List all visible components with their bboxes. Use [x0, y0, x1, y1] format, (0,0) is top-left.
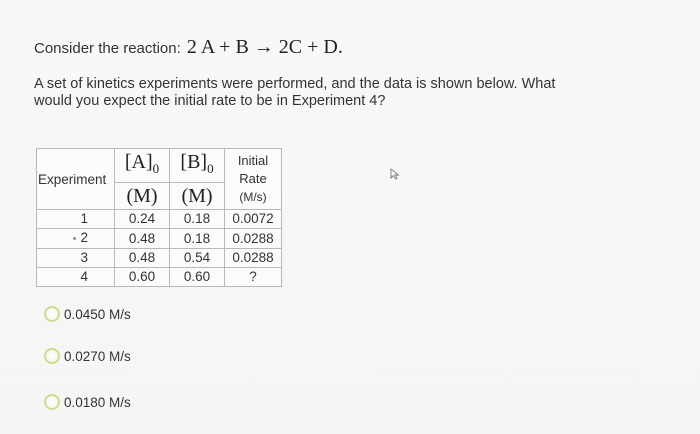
- cell-a: 0.60: [115, 268, 170, 287]
- kinetics-data-table: [36, 148, 282, 287]
- cell-a: 0.48: [115, 229, 170, 249]
- bullet-dot-icon: •: [72, 233, 77, 245]
- cell-exp: 3: [37, 249, 115, 268]
- choice-label: 0.0180 M/s: [64, 394, 131, 410]
- header-b-subscript: 0: [207, 161, 214, 176]
- reaction-equation: 2 A + B → 2C + D.: [186, 36, 343, 58]
- reaction-line: [34, 36, 343, 59]
- table-row: [37, 268, 282, 287]
- choice-label: 0.0450 M/s: [64, 306, 131, 322]
- table-header-row: [37, 149, 282, 183]
- header-a-concentration: [115, 149, 170, 183]
- cell-rate: 0.0072: [225, 210, 282, 229]
- reaction-intro: Consider the reaction:: [34, 40, 181, 57]
- cell-rate: ?: [225, 268, 282, 287]
- cell-b: 0.54: [170, 249, 225, 268]
- table-row: [37, 229, 282, 249]
- cell-b: 0.18: [170, 210, 225, 229]
- choice-option-1[interactable]: [44, 306, 131, 322]
- header-a-subscript: 0: [152, 161, 160, 176]
- cell-exp: 1: [37, 210, 115, 229]
- table-row: [37, 249, 282, 268]
- cell-b: 0.18: [170, 229, 225, 249]
- mouse-cursor-icon: [390, 168, 400, 180]
- header-experiment: Experiment: [37, 149, 115, 210]
- header-b-concentration: [170, 149, 225, 183]
- choice-option-3[interactable]: [44, 394, 131, 410]
- header-rate-line2: Rate: [239, 171, 267, 186]
- header-a-unit: (M): [115, 183, 170, 210]
- cell-exp-value: 2: [80, 230, 88, 245]
- table-row: [37, 210, 282, 229]
- header-rate-line1: Initial: [237, 153, 269, 168]
- choice-option-2[interactable]: [44, 348, 131, 364]
- header-initial-rate: [225, 149, 282, 210]
- radio-button[interactable]: [44, 306, 60, 322]
- cell-b: 0.60: [170, 268, 225, 287]
- header-b-unit: (M): [170, 183, 225, 210]
- header-rate-unit: (M/s): [239, 190, 267, 204]
- cell-a: 0.48: [115, 249, 170, 268]
- cell-rate: 0.0288: [225, 229, 282, 249]
- cell-exp: [37, 229, 115, 249]
- cell-rate: 0.0288: [225, 249, 282, 268]
- question-text: A set of kinetics experiments were performed, and the data is shown below. What would you expect the initial rate to be in Experiment 4?: [34, 76, 556, 109]
- radio-button[interactable]: [44, 394, 60, 410]
- cell-a: 0.24: [115, 210, 170, 229]
- choice-label: 0.0270 M/s: [64, 348, 131, 364]
- radio-button[interactable]: [44, 348, 60, 364]
- cell-exp: 4: [37, 268, 115, 287]
- header-b-symbol: [B]: [180, 151, 208, 173]
- header-a-symbol: [A]: [124, 151, 153, 173]
